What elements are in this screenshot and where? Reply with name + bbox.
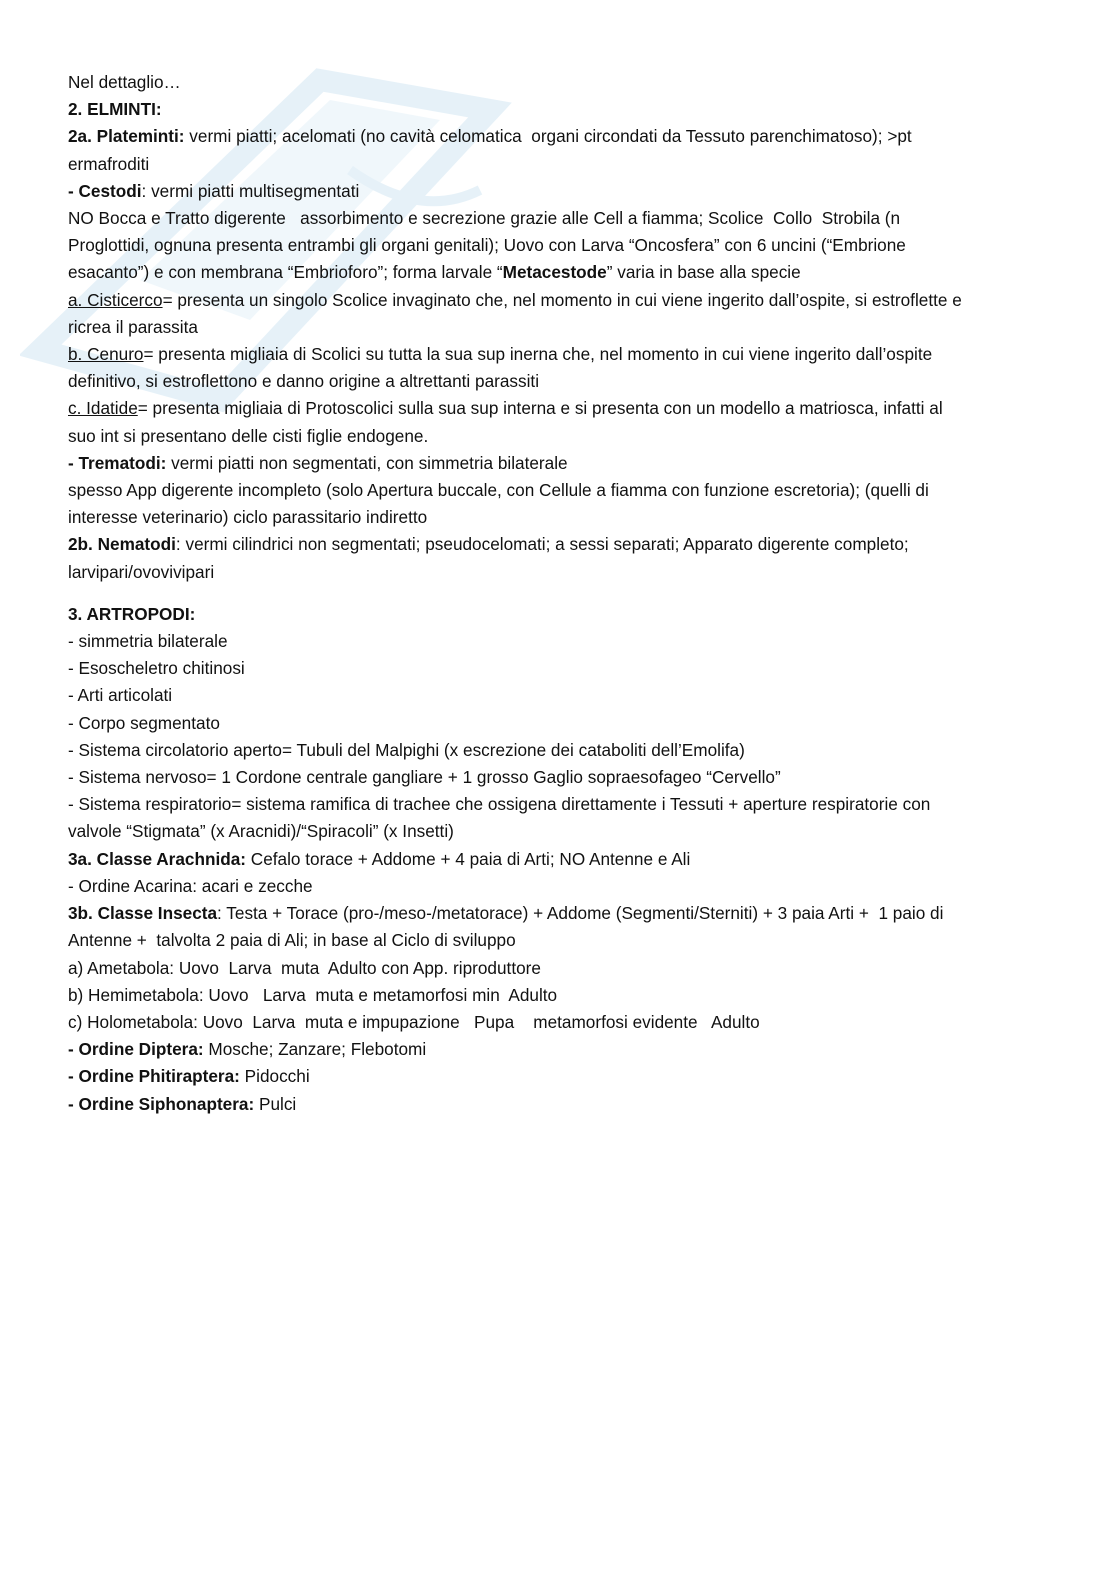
- feature-item: - Sistema respiratorio= sistema ramifica di trachee che ossigena direttamente i Tessuti + aperture respiratorie con: [68, 794, 931, 815]
- trematodi-line-1: spesso App digerente incompleto (solo Apertura buccale, con Cellule a fiamma con funzione escretoria); (quelli di: [68, 480, 929, 501]
- feature-item: - Sistema circolatorio aperto= Tubuli del Malpighi (x escrezione dei cataboliti dell’Emolifa): [68, 739, 745, 760]
- intro-text: Nel dettaglio…: [68, 72, 181, 92]
- plateminti-paragraph-cont: ermafroditi: [68, 153, 150, 174]
- section-heading-elminti: 2. ELMINTI:: [68, 99, 162, 120]
- idatide-item: c. Idatide= presenta migliaia di Protoscolici sulla sua sup interna e si presenta con un modello a matriosca, infatti al: [68, 398, 943, 419]
- feature-item-cont: valvole “Stigmata” (x Aracnidi)/“Spiracoli” (x Insetti): [68, 821, 454, 842]
- order-item: - Ordine Phitiraptera: Pidocchi: [68, 1066, 310, 1087]
- cycle-item: c) Holometabola: Uovo Larva muta e impupazione Pupa metamorfosi evidente Adulto: [68, 1011, 760, 1032]
- cestodi-line-3: esacanto”) e con membrana “Embrioforo”; forma larvale “Metacestode” varia in base alla specie: [68, 262, 801, 283]
- acarina-order: - Ordine Acarina: acari e zecche: [68, 875, 313, 896]
- order-item: - Ordine Diptera: Mosche; Zanzare; Flebotomi: [68, 1039, 427, 1060]
- nematodi-paragraph-cont: larvipari/ovovivipari: [68, 561, 215, 582]
- cenuro-item-cont: definitivo, si estroflettono e danno origine a altrettanti parassiti: [68, 371, 540, 392]
- plateminti-paragraph: 2a. Plateminti: vermi piatti; acelomati (no cavità celomatica organi circondati da Tessuto parenchimatoso); >pt: [68, 126, 912, 147]
- trematodi-heading: - Trematodi: vermi piatti non segmentati, con simmetria bilaterale: [68, 452, 568, 473]
- feature-item: - simmetria bilaterale: [68, 631, 228, 652]
- feature-item: - Sistema nervoso= 1 Cordone centrale gangliare + 1 grosso Gaglio sopraesofageo “Cervello”: [68, 767, 781, 788]
- cestodi-line-2: Proglottidi, ognuna presenta entrambi gli organi genitali); Uovo con Larva “Oncosfera” con 6 uncini (“Embrione: [68, 235, 906, 256]
- order-item: - Ordine Siphonaptera: Pulci: [68, 1093, 297, 1114]
- idatide-item-cont: suo int si presentano delle cisti figlie endogene.: [68, 425, 429, 446]
- trematodi-line-2: interesse veterinario) ciclo parassitario indiretto: [68, 507, 428, 528]
- feature-item: - Corpo segmentato: [68, 712, 220, 733]
- section-heading-artropodi: 3. ARTROPODI:: [68, 603, 196, 624]
- arachnida-class: 3a. Classe Arachnida: Cefalo torace + Addome + 4 paia di Arti; NO Antenne e Ali: [68, 848, 691, 869]
- feature-item: - Esoscheletro chitinosi: [68, 658, 245, 679]
- cycle-item: a) Ametabola: Uovo Larva muta Adulto con App. riproduttore: [68, 957, 541, 978]
- cisticerco-item: a. Cisticerco= presenta un singolo Scolice invaginato che, nel momento in cui viene ingerito dall’ospite, si estroflette e: [68, 289, 962, 310]
- cestodi-heading: - Cestodi: vermi piatti multisegmentati: [68, 180, 360, 201]
- cenuro-item: b. Cenuro= presenta migliaia di Scolici su tutta la sua sup inerna che, nel momento in cui viene ingerito dall’ospite: [68, 344, 933, 365]
- document-body: [68, 69, 1053, 1118]
- cestodi-line-1: NO Bocca e Tratto digerente assorbimento e secrezione grazie alle Cell a fiamma; Scolice Collo Strobila (n: [68, 208, 901, 229]
- nematodi-paragraph: 2b. Nematodi: vermi cilindrici non segmentati; pseudocelomati; a sessi separati; Apparato digerente completo;: [68, 534, 909, 555]
- insecta-class-cont: Antenne + talvolta 2 paia di Ali; in base al Ciclo di sviluppo: [68, 930, 516, 951]
- cisticerco-item-cont: ricrea il parassita: [68, 316, 198, 337]
- cycle-item: b) Hemimetabola: Uovo Larva muta e metamorfosi min Adulto: [68, 984, 558, 1005]
- feature-item: - Arti articolati: [68, 685, 173, 706]
- insecta-class: 3b. Classe Insecta: Testa + Torace (pro-/meso-/metatorace) + Addome (Segmenti/Sterniti) + 3 paia Arti + 1 paio di: [68, 903, 944, 924]
